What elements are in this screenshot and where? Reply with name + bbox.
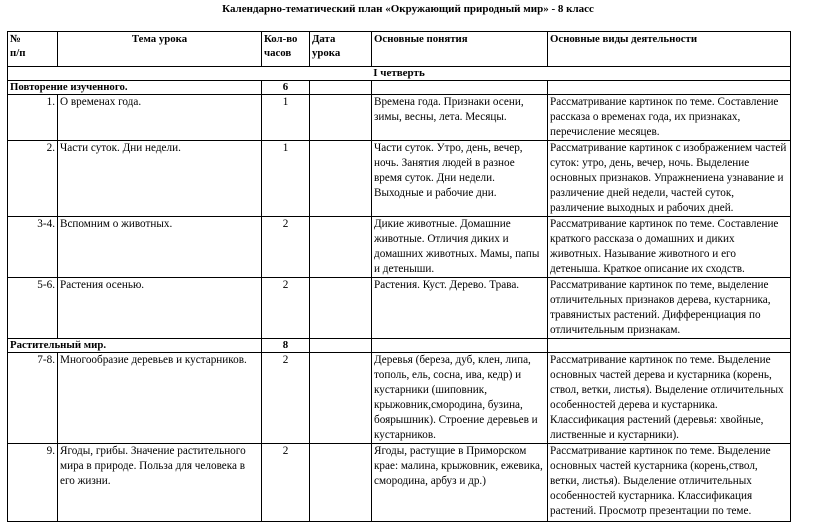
header-num <box>8 32 58 67</box>
row-activities: Рассматривание картинок по теме. Составление рассказа о временах года, их признаках, перечисление месяцев. <box>548 95 791 141</box>
row-num: 1. <box>8 95 58 141</box>
header-row <box>8 32 791 67</box>
row-num: 5-6. <box>8 278 58 339</box>
row-hours: 2 <box>262 353 310 444</box>
table-row <box>8 217 791 278</box>
row-num: 2. <box>8 141 58 217</box>
header-date-line1: Дата <box>312 33 336 45</box>
header-topic: Тема урока <box>58 32 262 67</box>
table-row <box>8 353 791 444</box>
row-concepts: Части суток. Утро, день, вечер, ночь. Занятия людей в разное время суток. Дни недели. Выходные и рабочие дни. <box>372 141 548 217</box>
row-activities: Рассматривание картинок по теме. Выделение основных частей дерева и кустарника (корень, ствол, ветки, листья). Выделение отличительных особенностей дерева и кустарника. Классификация растений (деревья: хвойные, лиственные и кустарники). <box>548 353 791 444</box>
quarter-label: I четверть <box>8 67 791 81</box>
header-date <box>310 32 372 67</box>
lesson-plan-table <box>7 31 791 522</box>
section-empty-cell <box>310 339 372 353</box>
row-concepts: Времена года. Признаки осени, зимы, весны, лета. Месяцы. <box>372 95 548 141</box>
row-activities: Рассматривание картинок по теме, выделение отличительных признаков дерева, кустарника, травянистых растений. Дифференциация по отличительным признакам. <box>548 278 791 339</box>
row-hours: 2 <box>262 217 310 278</box>
row-hours: 2 <box>262 278 310 339</box>
row-hours: 2 <box>262 444 310 522</box>
header-date-line2: урока <box>312 47 341 59</box>
row-date <box>310 217 372 278</box>
row-concepts: Растения. Куст. Дерево. Трава. <box>372 278 548 339</box>
section-hours: 8 <box>262 339 310 353</box>
section-empty-cell <box>372 81 548 95</box>
document-title: Календарно-тематический план «Окружающий природный мир» - 8 класс <box>222 3 594 15</box>
section-empty-cell <box>372 339 548 353</box>
row-concepts: Дикие животные. Домашние животные. Отличия диких и домашних животных. Мамы, папы и детеныши. <box>372 217 548 278</box>
row-activities: Рассматривание картинок по теме. Составление краткого рассказа о домашних и диких животных. Называние животного и его детеныша. Краткое описание их сходств. <box>548 217 791 278</box>
row-date <box>310 141 372 217</box>
row-topic: Части суток. Дни недели. <box>58 141 262 217</box>
header-num-line1: № <box>10 33 21 45</box>
row-topic: О временах года. <box>58 95 262 141</box>
section-title: Повторение изученного. <box>8 81 262 95</box>
row-hours: 1 <box>262 95 310 141</box>
header-hours-line1: Кол-во <box>264 33 298 45</box>
table-row <box>8 141 791 217</box>
section-empty-cell <box>310 81 372 95</box>
row-topic: Многообразие деревьев и кустарников. <box>58 353 262 444</box>
section-row <box>8 81 791 95</box>
row-date <box>310 444 372 522</box>
header-hours-line2: часов <box>264 47 292 59</box>
row-hours: 1 <box>262 141 310 217</box>
table-row <box>8 95 791 141</box>
row-concepts: Деревья (береза, дуб, клен, липа, тополь, ель, сосна, ива, кедр) и кустарники (шиповник, крыжовник,смородина, бузина, боярышник). Строение деревьев и кустарников. <box>372 353 548 444</box>
table-row <box>8 278 791 339</box>
row-topic: Ягоды, грибы. Значение растительного мира в природе. Польза для человека в его жизни. <box>58 444 262 522</box>
section-title: Растительный мир. <box>8 339 262 353</box>
row-num: 7-8. <box>8 353 58 444</box>
header-concepts: Основные понятия <box>372 32 548 67</box>
table-row <box>8 444 791 522</box>
row-date <box>310 278 372 339</box>
row-date <box>310 353 372 444</box>
row-topic: Вспомним о животных. <box>58 217 262 278</box>
row-concepts: Ягоды, растущие в Приморском крае: малина, крыжовник, ежевика, смородина, арбуз и др.) <box>372 444 548 522</box>
row-date <box>310 95 372 141</box>
header-num-line2: п/п <box>10 47 26 59</box>
section-row <box>8 339 791 353</box>
quarter-row <box>8 67 791 81</box>
row-topic: Растения осенью. <box>58 278 262 339</box>
row-activities: Рассматривание картинок по теме. Выделение основных частей кустарника (корень,ствол, ветки, листья). Выделение отличительных особенностей кустарника. Классификация растений. Просмотр презентации по теме. <box>548 444 791 522</box>
row-num: 3-4. <box>8 217 58 278</box>
header-hours <box>262 32 310 67</box>
section-empty-cell <box>548 339 791 353</box>
row-activities: Рассматривание картинок с изображением частей суток: утро, день, вечер, ночь. Выделение основных признаков. Упражнениена узнавание и различение дней недели, частей суток, различение выходных и рабочих дней. <box>548 141 791 217</box>
section-hours: 6 <box>262 81 310 95</box>
header-activities: Основные виды деятельности <box>548 32 791 67</box>
section-empty-cell <box>548 81 791 95</box>
row-num: 9. <box>8 444 58 522</box>
